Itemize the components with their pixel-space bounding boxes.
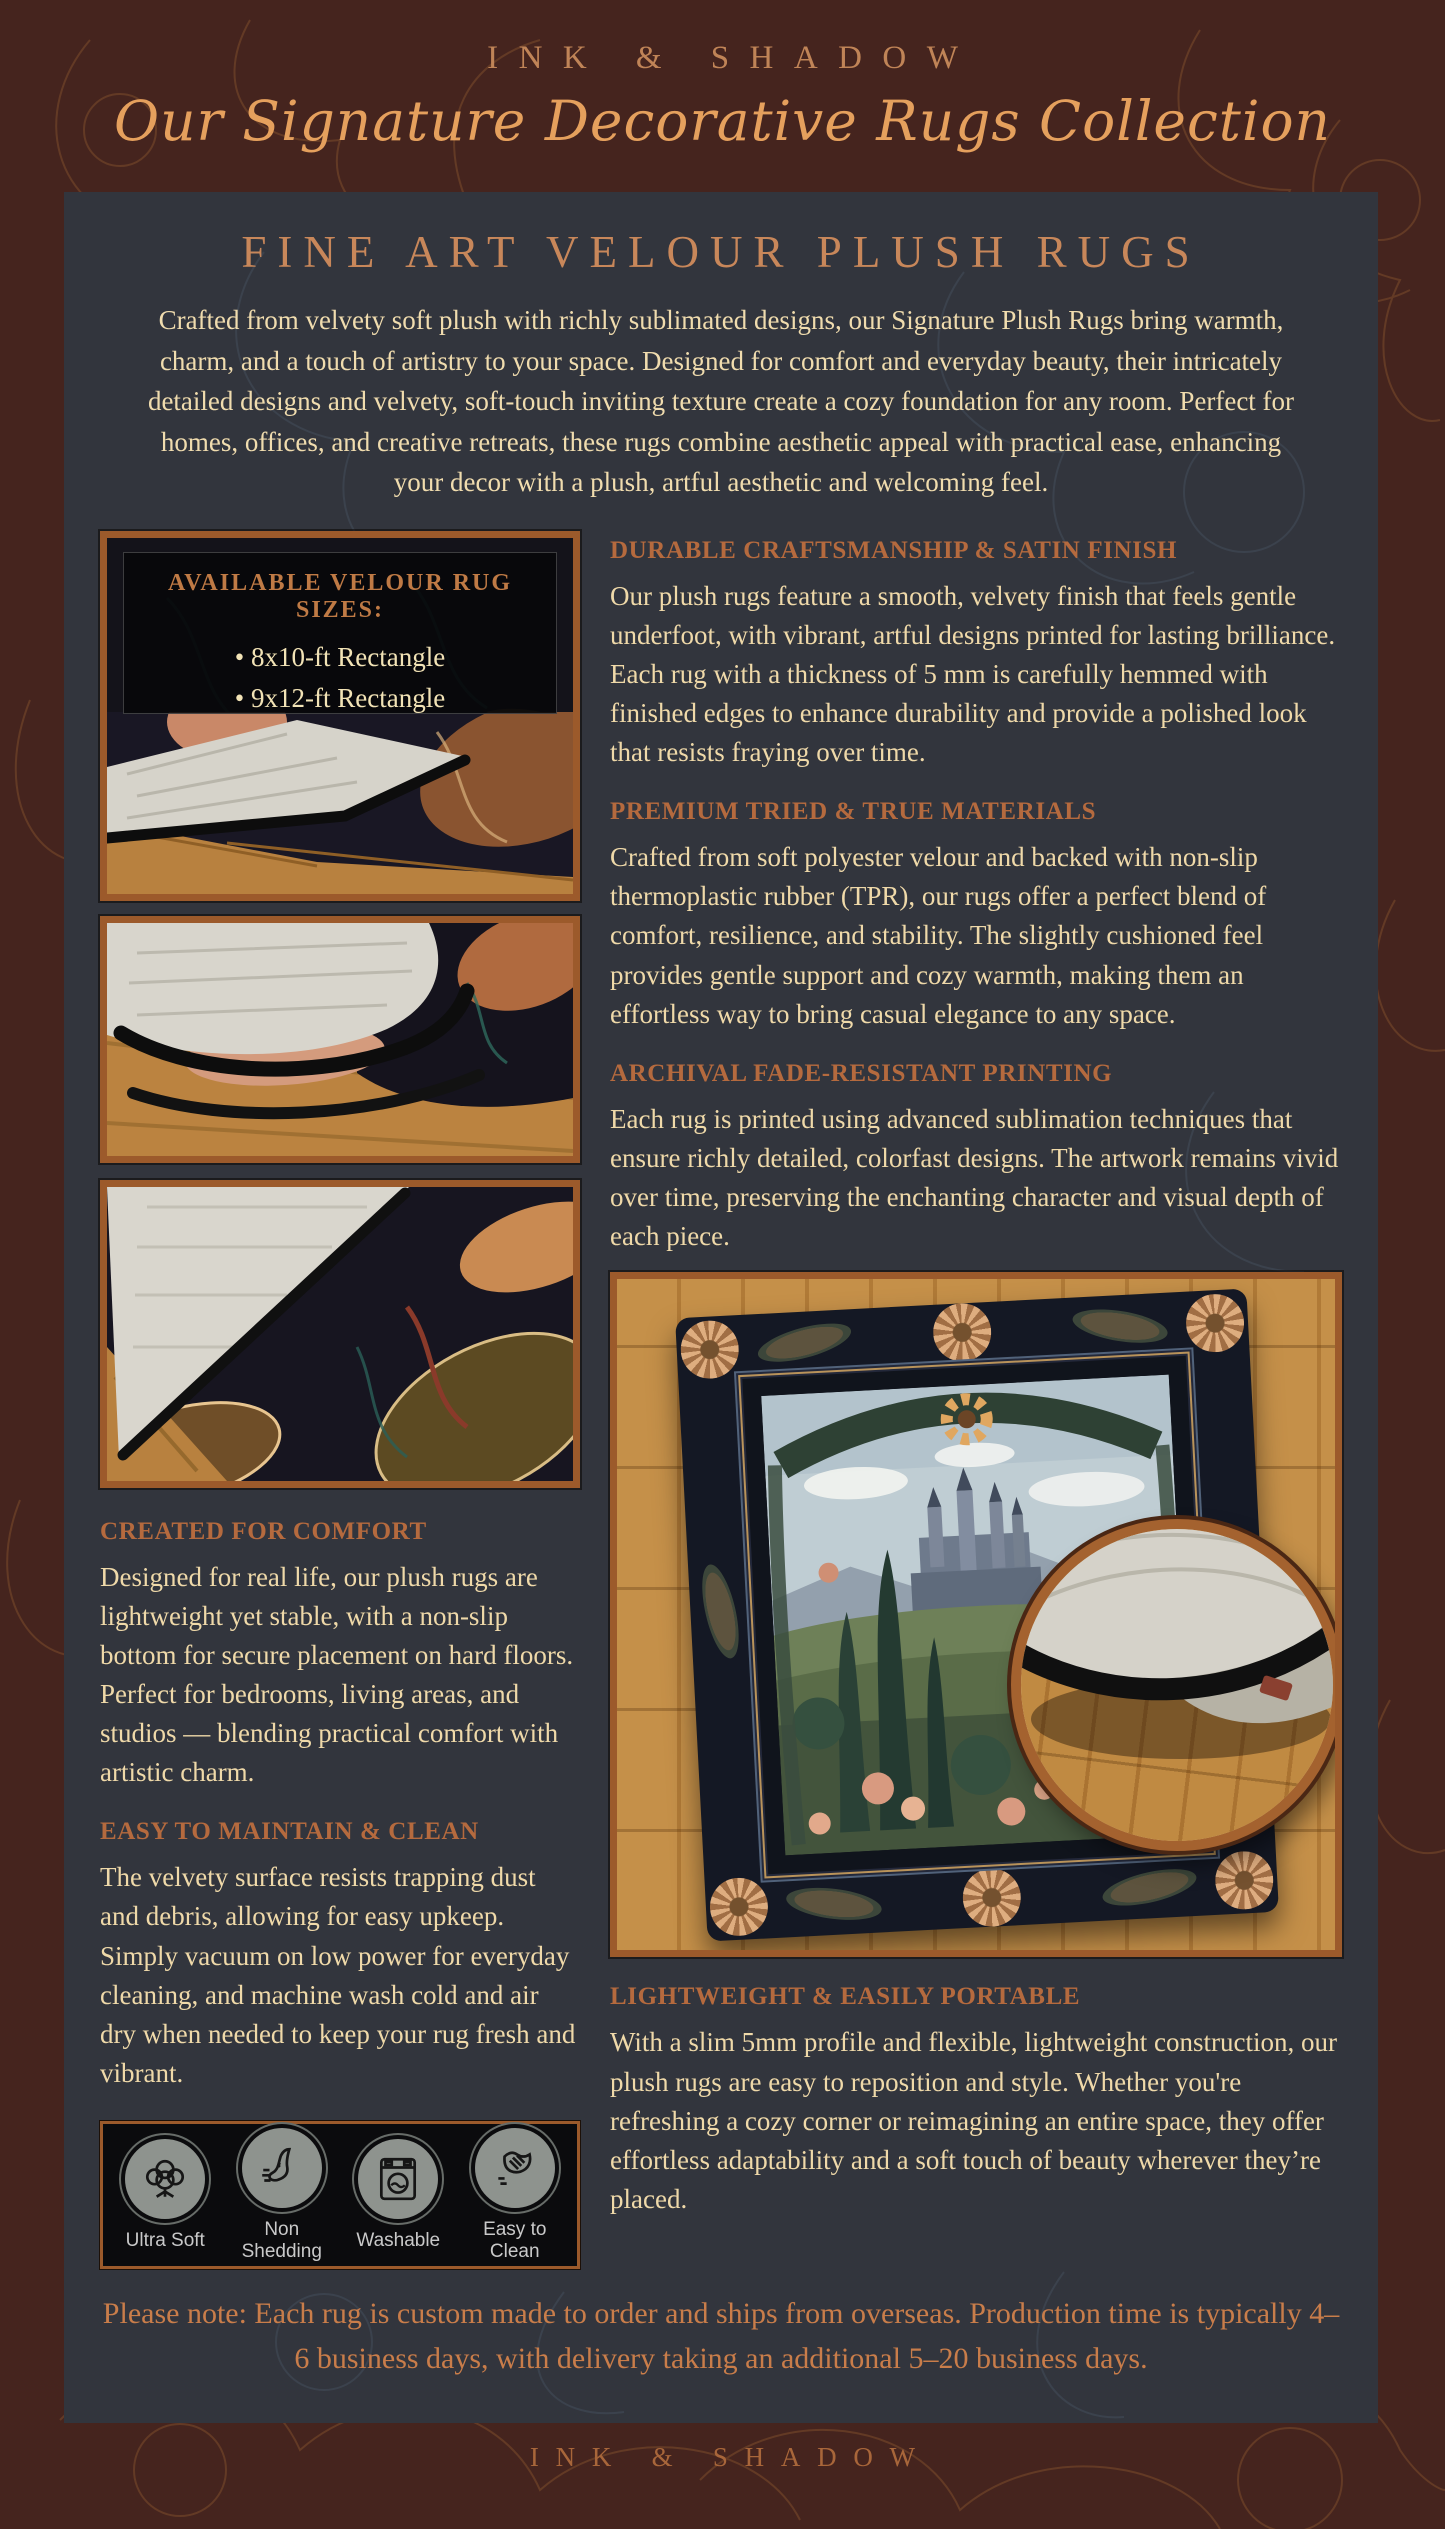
feature-label: Non Shedding bbox=[241, 2218, 322, 2262]
folded-rug-art bbox=[107, 712, 573, 894]
section-heading-materials: PREMIUM TRIED & TRUE MATERIALS bbox=[610, 798, 1097, 826]
backing-detail-inset bbox=[1011, 1519, 1342, 1851]
size-item: • 9x12-ft Rectangle bbox=[235, 678, 445, 720]
collection-subtitle: Our Signature Decorative Rugs Collection bbox=[114, 89, 1331, 153]
rug-sizes-photo bbox=[100, 531, 580, 901]
folded-rug-photo-area bbox=[107, 712, 573, 894]
feature-easy-clean bbox=[457, 2128, 574, 2263]
section-body-materials: Crafted from soft polyester velour and backed with non-slip thermoplastic rubber (TPR), our rugs offer a perfect blend of comfort, resilience, and stability. The slightly cushioned feel provides gentle support and cozy warmth, making them an effortless way to bring casual elegance to any space. bbox=[610, 842, 1267, 1029]
section-body-maintain: The velvety surface resists trapping dust and debris, allowing for easy upkeep. Simply vacuum on low power for everyday cleaning, and machine wash cold and air dry when needed to keep your rug fresh and vibrant. bbox=[100, 1862, 576, 2089]
sizes-list bbox=[235, 637, 445, 721]
hemmed-edge-art bbox=[107, 923, 573, 1156]
content-panel bbox=[64, 192, 1378, 2423]
tapestry-rug-photo bbox=[610, 1272, 1342, 1957]
production-note: Please note: Each rug is custom made to order and ships from overseas. Production time is typically 4–6 business days, with delivery taking an additional 5–20 business days. bbox=[102, 2297, 1340, 2376]
intro-paragraph: Crafted from velvety soft plush with richly sublimated designs, our Signature Plush Rugs bring warmth, charm, and a touch of artistry to your space. Designed for comfort and everyday beauty, their intricately detailed designs and velvety, soft-touch inviting texture create a cozy foundation for any room. Perfect for homes, offices, and creative retreats, these rugs combine aesthetic appeal with practical ease, enhancing your decor with a plush, artful aesthetic and welcoming feel. bbox=[147, 305, 1295, 497]
flipped-corner-photo bbox=[100, 1180, 580, 1488]
feature-non-shedding bbox=[224, 2128, 341, 2263]
feature-label: Easy to Clean bbox=[483, 2218, 547, 2262]
size-item: • 8x10-ft Rectangle bbox=[235, 637, 445, 679]
section-heading-comfort: CREATED FOR COMFORT bbox=[100, 1517, 427, 1545]
section-heading-portable: LIGHTWEIGHT & EASILY PORTABLE bbox=[610, 1983, 1081, 2011]
feature-ultra-soft bbox=[107, 2139, 224, 2252]
flipped-corner-art bbox=[107, 1187, 573, 1481]
cotton-boll-icon bbox=[125, 2139, 205, 2219]
section-body-comfort: Designed for real life, our plush rugs are lightweight yet stable, with a non-slip bottom for secure placement on hard floors. Perfect for bedrooms, living areas, and studios — blending practical comfort with artistic charm. bbox=[100, 1561, 574, 1788]
rolled-rug-art bbox=[1021, 1529, 1333, 1841]
sizes-overlay-box bbox=[123, 552, 557, 714]
foot-icon bbox=[242, 2128, 322, 2208]
feature-icons-bar bbox=[100, 2121, 580, 2269]
feature-washable bbox=[340, 2139, 457, 2252]
two-column-layout bbox=[100, 531, 1342, 2270]
washing-machine-icon bbox=[358, 2139, 438, 2219]
hand-wipe-icon bbox=[475, 2128, 555, 2208]
sizes-heading: AVAILABLE VELOUR RUG SIZES: bbox=[167, 569, 513, 623]
page-title: FINE ART VELOUR PLUSH RUGS bbox=[241, 227, 1201, 277]
right-column bbox=[610, 531, 1342, 2270]
hemmed-edge-photo bbox=[100, 916, 580, 1163]
section-body-portable: With a slim 5mm profile and flexible, lightweight construction, our plush rugs are easy to reposition and style. Whether you're refreshing a cozy corner or reimagining an entire space, they offer effortless adaptability and a soft touch of beauty wherever they’re placed. bbox=[610, 2027, 1338, 2215]
brand-wordmark: INK & SHADOW bbox=[487, 40, 979, 76]
section-body-printing: Each rug is printed using advanced sublimation techniques that ensure richly detailed, colorfast designs. The artwork remains vivid over time, preserving the enchanting character and visual depth of each piece. bbox=[610, 1103, 1339, 1252]
section-heading-maintain: EASY TO MAINTAIN & CLEAN bbox=[100, 1818, 479, 1846]
feature-label: Washable bbox=[356, 2229, 441, 2251]
left-column bbox=[100, 531, 580, 2270]
feature-label: Ultra Soft bbox=[125, 2229, 205, 2251]
section-heading-durable: DURABLE CRAFTSMANSHIP & SATIN FINISH bbox=[610, 536, 1178, 564]
footer-wordmark: INK & SHADOW bbox=[529, 2442, 932, 2472]
section-body-durable: Our plush rugs feature a smooth, velvety finish that feels gentle underfoot, with vibrant, artful designs printed for lasting brilliance. Each rug with a thickness of 5 mm is carefully hemmed with finished edges to enhance durability and provide a polished look that resists fraying over time. bbox=[610, 580, 1336, 768]
section-heading-printing: ARCHIVAL FADE-RESISTANT PRINTING bbox=[610, 1059, 1113, 1087]
